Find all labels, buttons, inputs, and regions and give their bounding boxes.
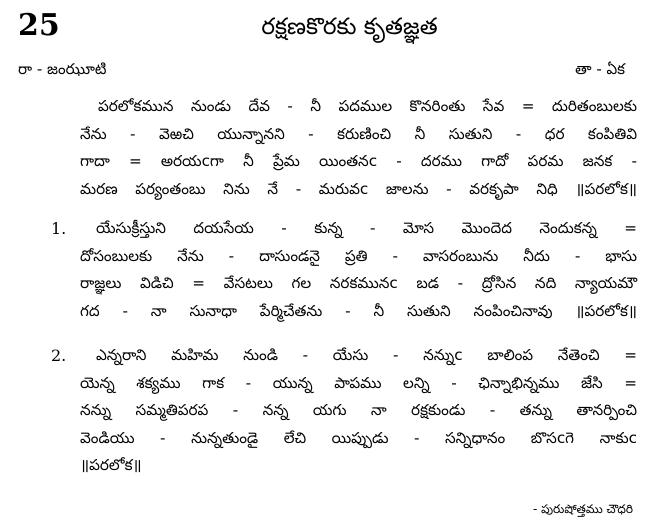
stanza-line: యేసుక్రీస్తుని దయసేయ - కున్న - మోస మొందెద నెందుకన్న = bbox=[96, 219, 637, 237]
raga-label: రా - జంఝూటి bbox=[18, 60, 107, 78]
stanza-number: 2. bbox=[51, 346, 67, 365]
stanza-line: ఎన్నరాని మహిమ నుండి - యేసు - నన్నుc బాలింప నేతెంచి = bbox=[96, 346, 637, 364]
stanza-line: ॥పరలోక॥ bbox=[80, 456, 142, 474]
stanza-number: 1. bbox=[51, 219, 67, 238]
pallavi-block bbox=[80, 93, 637, 203]
tala-label: తా - ఏక bbox=[575, 60, 625, 78]
stanza-line: నన్ను సమ్మతిపరప - నన్న యగు నా రక్షకుండు - తన్ను తానర్పించి bbox=[80, 401, 637, 419]
pallavi-line: గాదా = అరయcగా నీ ప్రేమ యింతనc - దరము గాదో పరమ జనక - bbox=[80, 152, 637, 170]
pallavi-line: పరలోకమున నుండు దేవ - నీ పదముల కొనరింతు సేవ = దురితంబులకు bbox=[98, 97, 637, 115]
author-credit: - పురుషోత్తము చౌధరి bbox=[532, 502, 633, 516]
stanza-2 bbox=[51, 342, 637, 480]
stanza-line: గద - నా సునాధా పేర్మిచేతను - నీ సుతుని నంపించినావు ॥పరలోక॥ bbox=[80, 301, 637, 320]
stanza-line: యెన్న శక్యము గాక - యున్న పాపము లన్ని - ఛిన్నాభిన్నము జేసి = bbox=[80, 373, 637, 392]
song-title: రక్షణకొరకు కృతజ్ఞత bbox=[261, 14, 438, 40]
pallavi-line: నేను - వెఱచి యున్నానని - కరుణించి నీ సుతుని - ధర కంపితివి bbox=[80, 124, 637, 143]
pallavi-line: మరణ పర్యంతంబు నిను నే - మరువc జాలను - వరకృపా నిధి ॥పరలోక॥ bbox=[80, 179, 637, 198]
song-number: 25 bbox=[18, 8, 60, 43]
stanza-line: రాజ్ఞలు విడిచి = వేసటలు గల నరకమునc బడ - ద్రోసిన నది న్యాయమౌ bbox=[80, 274, 637, 292]
stanza-line: వెండియు - నున్నతుండై లేచి యిప్పుడు - సన్నిధానం బొసcగె నాకుc bbox=[80, 428, 637, 447]
stanza-line: దోసంబులకు నేను - దాసుండనై ప్రతి - వాసరంబును నీదు - భాసు bbox=[80, 246, 637, 265]
stanza-1 bbox=[51, 215, 637, 325]
